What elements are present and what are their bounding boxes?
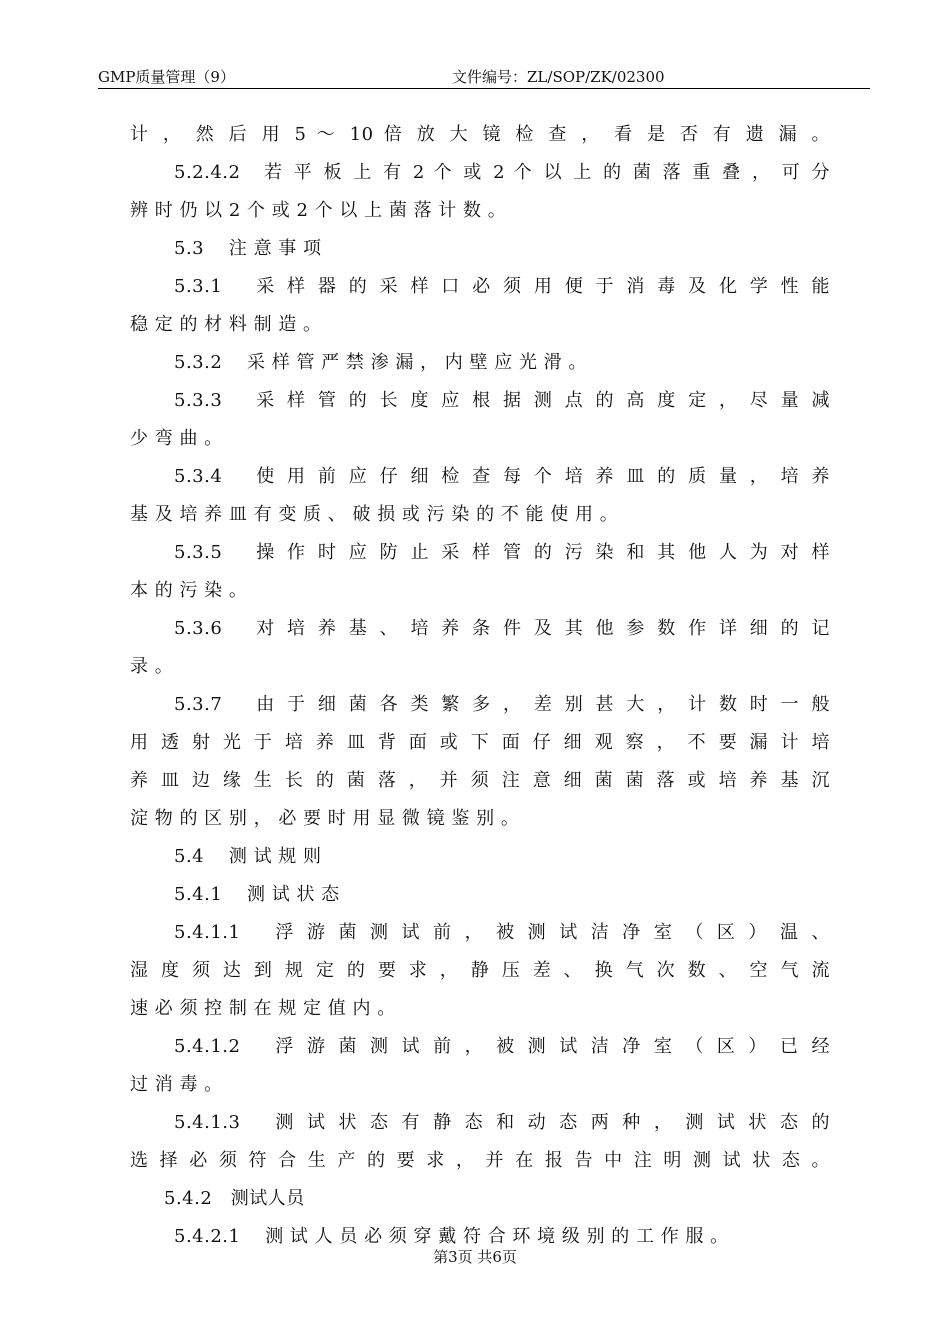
header-title: GMP质量管理（9） — [98, 68, 235, 86]
subsection-heading: 5.4.1 测 试 状 态 — [174, 884, 340, 905]
text-line: 辨 时 仍 以 2 个 或 2 个 以 上 菌 落 计 数 。 — [130, 200, 507, 221]
text-line: 录 。 — [130, 656, 174, 677]
text-line: 5.4.1.1 浮 游 菌 测 试 前 ， 被 测 试 洁 净 室 （ 区 ） 温 、 — [174, 922, 830, 943]
text-line: 5.3.5 操 作 时 应 防 止 采 样 管 的 污 染 和 其 他 人 为 对 样 — [174, 542, 830, 563]
subsection-heading: 5.4.2 测试人员 — [164, 1188, 305, 1209]
text-line: 湿 度 须 达 到 规 定 的 要 求 ， 静 压 差 、 换 气 次 数 、 空 气 流 — [130, 960, 830, 981]
text-line: 基 及 培 养 皿 有 变 质 、 破 损 或 污 染 的 不 能 使 用 。 — [130, 504, 619, 525]
text-line: 5.3.7 由 于 细 菌 各 类 繁 多 ， 差 别 甚 大 ， 计 数 时 一 般 — [174, 694, 830, 715]
text-line: 5.4.2.1 测 试 人 员 必 须 穿 戴 符 合 环 境 级 别 的 工 作 服 。 — [174, 1226, 729, 1247]
text-line: 5.3.3 采 样 管 的 长 度 应 根 据 测 点 的 高 度 定 ， 尽 量 减 — [174, 390, 830, 411]
section-heading: 5.4 测 试 规 则 — [174, 846, 322, 867]
section-heading: 5.3 注 意 事 项 — [174, 238, 322, 259]
text-line: 5.3.6 对 培 养 基 、 培 养 条 件 及 其 他 参 数 作 详 细 的 记 — [174, 618, 830, 639]
text-line: 5.2.4.2 若 平 板 上 有 2 个 或 2 个 以 上 的 菌 落 重 叠 ， 可 分 — [174, 162, 830, 183]
text-line: 计 ， 然 后 用 5 ～ 10 倍 放 大 镜 检 查 ， 看 是 否 有 遗 漏 。 — [130, 124, 830, 145]
text-line: 5.3.4 使 用 前 应 仔 细 检 查 每 个 培 养 皿 的 质 量 ， 培 养 — [174, 466, 830, 487]
document-body — [130, 116, 830, 1256]
text-line: 5.4.1.3 测 试 状 态 有 静 态 和 动 态 两 种 ， 测 试 状 态 的 — [174, 1112, 830, 1133]
text-line: 5.3.1 采 样 器 的 采 样 口 必 须 用 便 于 消 毒 及 化 学 性 能 — [174, 276, 830, 297]
text-line: 本 的 污 染 。 — [130, 580, 248, 601]
text-line: 5.3.2 采 样 管 严 禁 渗 漏 ， 内 壁 应 光 滑 。 — [174, 352, 587, 373]
text-line: 过 消 毒 。 — [130, 1074, 223, 1095]
text-line: 速 必 须 控 制 在 规 定 值 内 。 — [130, 998, 396, 1019]
text-line: 稳 定 的 材 料 制 造 。 — [130, 314, 322, 335]
text-line: 选 择 必 须 符 合 生 产 的 要 求 ， 并 在 报 告 中 注 明 测 试 状 态 。 — [130, 1150, 830, 1171]
text-line: 5.4.1.2 浮 游 菌 测 试 前 ， 被 测 试 洁 净 室 （ 区 ） 已 经 — [174, 1036, 830, 1057]
document-number: 文件编号：ZL/SOP/ZK/02300 — [452, 68, 665, 86]
text-line: 养 皿 边 缘 生 长 的 菌 落 ， 并 须 注 意 细 菌 菌 落 或 培 养 基 沉 — [130, 770, 830, 791]
page-header — [98, 66, 870, 89]
text-line: 用 透 射 光 于 培 养 皿 背 面 或 下 面 仔 细 观 察 ， 不 要 漏 计 培 — [130, 732, 830, 753]
page-footer: 第3页 共6页 — [433, 1248, 517, 1266]
text-line: 淀 物 的 区 别 ， 必 要 时 用 显 微 镜 鉴 别 。 — [130, 808, 520, 829]
text-line: 少 弯 曲 。 — [130, 428, 223, 449]
